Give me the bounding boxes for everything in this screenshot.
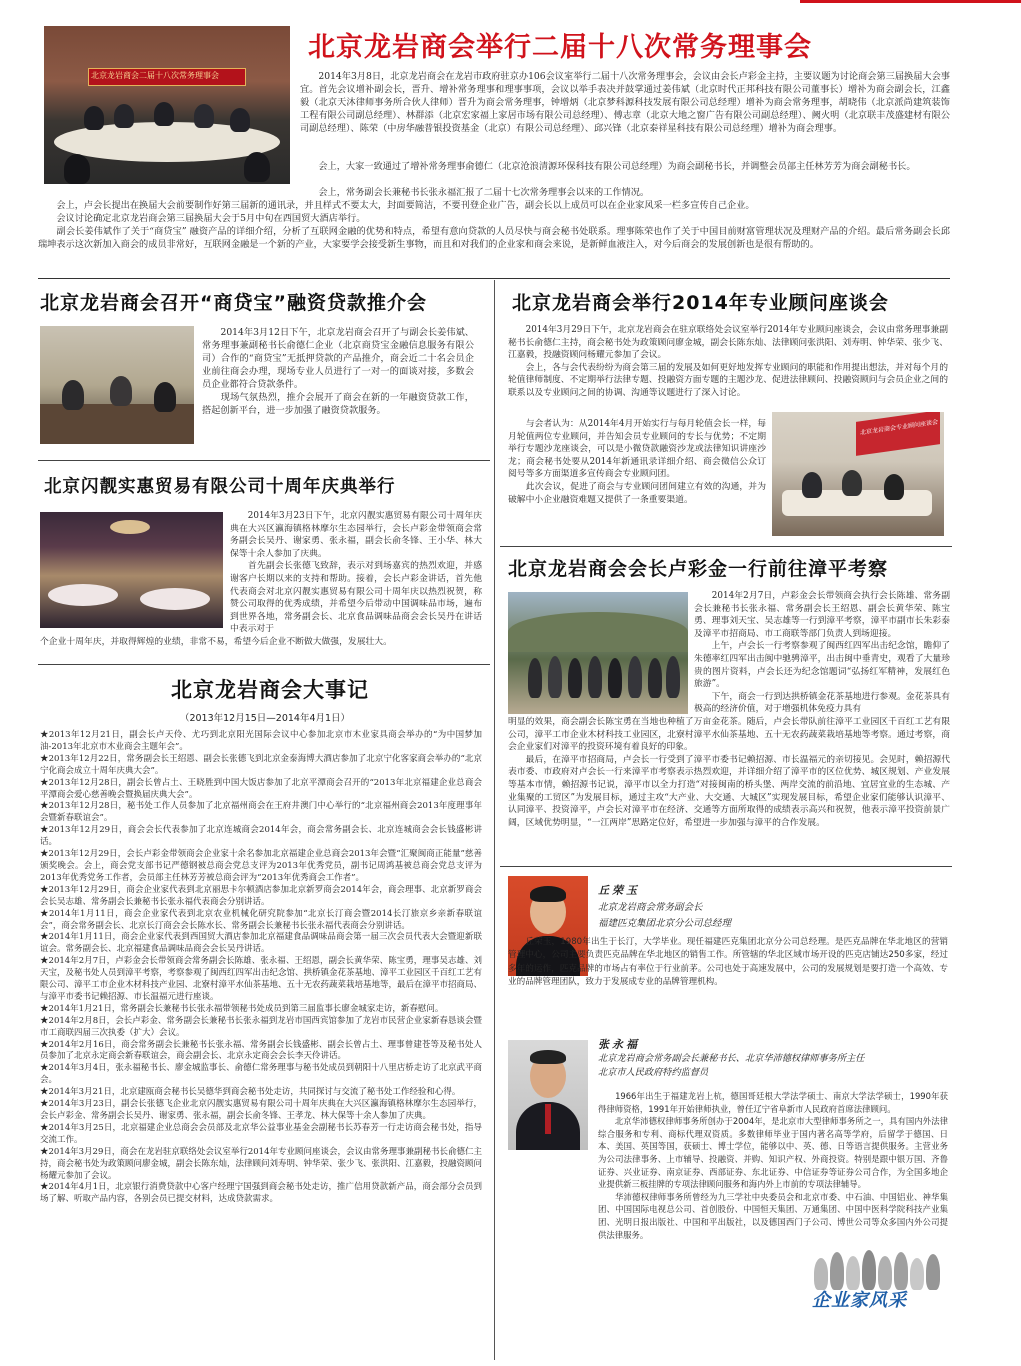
banquet-table — [48, 584, 118, 606]
banquet-table — [140, 588, 210, 610]
attendee — [154, 102, 174, 126]
attendee — [114, 104, 134, 128]
profile1-role1: 北京龙岩商会常务副会长 — [598, 902, 703, 913]
silhouette — [894, 1252, 908, 1290]
photo-sign-text: 北京龙岩商会专业顾问座谈会 — [860, 418, 939, 437]
article5-subtitle: （2013年12月15日—2014年4月1日） — [179, 713, 351, 724]
article2-title: 北京龙岩商会召开“商贷宝”融资贷款推介会 — [40, 292, 427, 314]
attendee — [110, 376, 132, 406]
silhouette — [926, 1254, 940, 1290]
attendee — [884, 474, 904, 500]
attendee — [802, 472, 822, 498]
consultant-meeting-photo — [772, 412, 944, 536]
hills — [508, 612, 688, 652]
profile1-name: 丘荣玉 — [598, 884, 640, 897]
attendee — [62, 380, 84, 410]
visitor — [568, 658, 582, 698]
meeting-photo — [44, 26, 290, 184]
anniversary-photo — [40, 512, 223, 628]
attendee — [84, 106, 104, 130]
profile2-body: 1966年出生于福建龙岩上杭，德国哥廷根大学法学硕士、南京大学法学硕士，1990年获得律师资格，1991年开始律师执业，曾任辽宁省阜新市人民政府首席法律顾问。 北京华沛德权律师事务所创办于2004年，是北京市大型律师事务所之一，具有国内外法律综合服务和专利、商标代理双资质。多数律师毕业于国内著名高等学府，后留学于德国、日本、美国、英国等国，获硕士、博士学位，能够以中、英、德、日等语言提供服务。主营业务为公司法律事务、上市辅导、投融资、并购、知识产权、外商投资。特别是跟中银万国、齐鲁证券、兴业证券、南京证券、西部证券、东北证券、中信证券等证券公司合作，为全国多地企业提供新三板挂牌的专项法律顾问服务和海内外上市前的专项法律辅导。 华沛德权律师事务所曾经为九三学社中央委员会和北京市委、中石油、中国铝业、神华集团、中国国际电视总公司、首创股份、中国恒天集团、万通集团、中国中医科学院科技产业集团、光明日报出版社、中国和平出版社，以及德国西门子公司、博世公司等众多国内外公司提供法律服务。 — [598, 1091, 948, 1240]
article6-body2: 明显的效果，商会副会长陈宝勇在当地也种植了万亩金花茶。随后，卢会长带队前往漳平工业园区千百红工艺有限公司，漳平工市企业木材科技工业园区，北寮村漳平水仙茶基地、五十无农药蔬菜栽培基地等考察。通过考察，商会企业家们对漳平的投资环境有着良好的印象。 最后，在漳平市招商局，卢会长一行受到了漳平市委书记赖招源、市长温福元的亲切接见。会见时，赖招源代表市委、市政府对卢会长一行来漳平市考察表示热烈欢迎，并详细介绍了漳平市的区位优势、城区规划、产业发展等基本市情，赖招源书记说，漳平市以全力打造“对接闽南的桥头堡、两岸交流的前沿地、宜居宜业的生态城、产业集聚的工贸区”为发展目标，通过主攻“大产业、大交通、大城区”实现发展目标，希望企业家们能够认识漳平、认同漳平、投资漳平，卢会长对漳平市在经济、交通等方面所取得的成绩表示高兴和祝贺，他表示漳平投资前景广阔，区域优势明显，“一江两岸”思路定位好，希望进一步加强与漳平的合作发展。 — [508, 717, 950, 828]
profile1-role2: 福建匹克集团北京分公司总经理 — [598, 918, 732, 929]
visitor — [628, 656, 642, 698]
photo-banner-text: 北京龙岩商会二届十八次常务理事会 — [91, 71, 219, 80]
article5-title: 北京龙岩商会大事记 — [171, 678, 369, 702]
profile1-body: 丘荣玉，1980年出生于长汀，大学毕业。现任福建匹克集团北京分公司总经理。是匹克品牌在华北地区的营销管理中心，公司主要负责匹克品牌在华北地区的销售工作。所管辖的华北区域市场开设的匹克店铺达250多家，经过多年的运作，匹克品牌的市场占有率位于行业前茅。公司也处于高速发展中，公司的发展规划是要打造一个高效、专业的品牌管理团队，致力于发展成专业的品牌管理机构。 — [508, 937, 948, 988]
visitor — [666, 656, 680, 698]
article4-body1: 2014年3月23日下午，北京闪靓实惠贸易有限公司十周年庆典在大兴区瀛海镇格林摩尔生态园举行，会长卢彩金带领商会常务副会长吴丹、谢家勇、张永福，副会长俞冬锋、王小华、林大保等十余人参加了庆典。 首先副会长张德飞致辞，表示对到场嘉宾的热烈欢迎，并感谢客户长期以来的支持和帮助。接着，会长卢彩金讲话，首先他代表商会对北京闪靓实惠贸易有限公司十周年庆以热烈祝贺，称赞公司取得的优秀成绩，并希望今后带动中国调味品市场，遍布到世界各地，常务副会长、北京食品调味品商会会长吴丹在讲话中表示对于 — [230, 511, 482, 635]
article6-title: 北京龙岩商会会长卢彩金一行前往漳平考察 — [508, 558, 889, 580]
divider — [38, 278, 950, 279]
loan-seminar-photo — [40, 326, 194, 444]
zhangping-visit-photo — [508, 592, 688, 714]
attendee — [842, 470, 862, 496]
profile2-portrait — [508, 1040, 588, 1150]
article1-para4: 会上，卢会长提出在换届大会前要制作好第三届新的通讯录，并且样式不要太大，封面要简洁，不要刊登企业广告，副会长以上成员可以在企业家风采一栏多宣传自己企业。 会议讨论确定北京龙岩商会第三届换届大会于5月中旬在西国贸大酒店举行。 副会长姜伟斌作了关于“商贷宝” 融资产品的详细介绍，分析了互联网金融的优势和特点，希望有意向贷款的人员尽快与商会秘书处联系。理事陈荣也作了关于中国目前财富管理状况及理财产品的介绍。最后常务副会长邱瑞坤表示这次新加入商会的成员非常好，互联网金融是一个新的产业，大家要学会接受新生事物，而且和对我们的企业家和商会来说，是新鲜血液注入，对今后商会的发展创新也是很有帮助的。 — [38, 200, 950, 250]
attendee — [194, 104, 214, 128]
column-divider — [494, 280, 495, 1360]
article6-body1: 2014年2月7日，卢彩金会长带领商会执行会长陈雄、常务副会长兼秘书长张永福、常务副会长王绍恩、副会长黄华荣、陈宝勇、理事刘天宝、吴志雄等一行到漳平考察，漳平市副市长朱彩泰及漳平市招商局、市工商联等部门负责人到场迎接。 上午，卢会长一行考察参观了闽西红四军出击纪念馆，瞻仰了朱德率红四军出击闽中驰骋漳平，出击闽中垂青史，观看了大量珍贵的图片资料，卢会长还为纪念馆题词“弘扬红军精神，发展红色旅游”。 下午，商会一行到达拱桥镇金花茶基地进行参观。金花茶具有极高的经济价值，对于增强机体免疫力具有 — [694, 591, 950, 715]
article3-body2: 与会者认为：从2014年4月开始实行与每月轮值会长一样，每月轮值两位专业顾问，并告知会员专业顾问的专长与优势；不定期举行专题沙龙座谈会，可以是小微贷款融资沙龙或法律知识讲座沙龙；商会秘书处要从2014年新通讯录详细介绍、商会微信公众订阅号等多方面渠道多宣传商会专业顾问团。 此次会议，促进了商会与专业顾问团间建立有效的沟通，并为破解中小企业融资难题又提供了一条重要渠道。 — [508, 419, 766, 505]
visitor — [588, 656, 602, 698]
portrait-hair — [530, 1050, 566, 1064]
silhouette — [846, 1256, 860, 1290]
divider — [500, 866, 952, 867]
top-red-rule — [800, 0, 1021, 3]
article3-body1: 2014年3月29日下午，北京龙岩商会在驻京联络处会议室举行2014年专业顾问座谈会，会议由常务理事兼副秘书长俞德仁主持，商会秘书处为政策顾问廖金城，副会长陈东灿、法律顾问张洪阳、刘寿明、钟华荣、张少飞、江嘉毅，投融资顾问杨耀元参加了会议。 会上，各与会代表纷纷为商会第三届的发展及如何更好地发挥专业顾问的职能和作用提出想法，并对每个月的轮值律师制度、不定期举行法律专题、投融资方面专题的主题沙龙、促进法律顾问、投融资顾问与会员企业之间的联系以及专业顾问之间的协调、沟通等议题进行了深入讨论。 — [508, 325, 948, 398]
attendee — [64, 154, 90, 184]
visitor — [548, 656, 562, 698]
profile2-name: 张永福 — [598, 1038, 640, 1051]
visitor — [608, 658, 622, 698]
portrait-hair — [530, 886, 566, 902]
attendee — [154, 382, 176, 412]
silhouette — [862, 1250, 876, 1290]
chandelier — [110, 520, 150, 534]
article4-title: 北京闪靓实惠贸易有限公司十周年庆典举行 — [44, 477, 396, 497]
divider — [500, 546, 952, 547]
crowd-silhouette-graphic — [810, 1240, 950, 1290]
attendee — [244, 152, 270, 182]
divider — [38, 664, 490, 665]
silhouette — [878, 1256, 892, 1290]
article1-para3: 会上，常务副会长兼秘书长张永福汇报了二届十七次常务理事会以来的工作情况。 — [300, 187, 650, 198]
article4-body2: 个企业十周年庆，并取得辉煌的业绩，非常不易，希望今后企业不断做大做强，发展壮大。 — [40, 637, 392, 647]
profile2-roles: 北京龙岩商会常务副会长兼秘书长、北京华沛德权律师事务所主任 北京市人民政府特约监督员 — [598, 1053, 865, 1078]
attendee — [230, 108, 250, 132]
article1-para2: 会上，大家一致通过了增补常务理事俞德仁（北京沧浪清源环保科技有限公司总经理）为商会副秘书长，并调整会员部主任林芳芳为商会副秘书长。 — [300, 161, 916, 172]
silhouette — [830, 1252, 844, 1290]
article1-title: 北京龙岩商会举行二届十八次常务理事会 — [308, 32, 812, 63]
article5-body: ★2013年12月21日，副会长卢天伶、尤巧到北京阳光国际会议中心参加北京市木业家具商会举办的“为中国梦加油-2013年北京市木业商会主题年会”。 ★2013年12月22日，常务副会长王绍恩、副会长张德飞到北京金泰海博大酒店参加了北京宁化客家商会举办的“北京宁化商会成立十周年庆典大会”。 ★2013年12月28日，副会长曾占土、王晓胜到中国大饭店参加了北京平潭商会召开的“2013年北京福建企业总商会平潭商会爱心慈善晚会暨换届庆典大会”。 ★2013年12月28日，秘书处工作人员参加了北京福州商会在王府井澳门中心举行的“北京福州商会2013年度理事年会暨新春联谊会”。 ★2013年12月29日，商会会长代表参加了北京连城商会2014年会，商会常务副会长、北京连城商会会长钱盛彬讲话。 ★2013年12月29日，会长卢彩金带领商会企业家十余名参加北京福建企业总商会2013年会暨“汇聚闽商正能量”慈善颁奖晚会。会上，商会党支部书记严德钢被总商会党总支评为2013年优秀党员，副书记周鸿基被总商会党总支评为2013年优秀党务工作者，会员部主任林芳芳被总商会评为“2013年优秀商会工作者”。 ★2013年12月29日，商会企业家代表到北京丽思卡尔顿酒店参加北京新罗商会2014年会，商会理事、北京新罗商会会长吴志雄、常务副会长兼秘书长张永福代表商会分别讲话。 ★2014年1月11日，商会企业家代表到北京农业机械化研究院参加“北京长汀商会暨2014长汀旅京乡亲新春联谊会”，商会常务副会长、北京长汀商会会长陈水长、常务副会长兼秘书长张永福代表商会分别讲话。 ★2014年1月11日，商会企业家代表到西国贸大酒店参加北京福建食品调味品商会第一届三次会员代表大会暨迎新联谊会。常务副会长、北京福建食品调味品商会会长吴丹讲话。 ★2014年2月7日，卢彩金会长带领商会常务副会长陈雄、张永福、王绍恩，副会长黄华荣、陈宝勇，理事吴志雄、刘天宝，及秘书处人员到漳平考察，考察参观了闽西红四军出击纪念馆、拱桥镇金花茶基地、漳平工业园区千百红工艺有限公司、漳平工市企业木材科技产业园、北寮村漳平水仙茶基地、五十无农药蔬菜栽培基地等，最后在漳平市招商局、与漳平市委书记赖招源、市长温福元进行座谈。 ★2014年1月21日，常务副会长兼秘书长张永福带领秘书处成员到第三届监事长廖金城家走访，新春慰问。 ★2014年2月8日，会长卢彩金、常务副会长兼秘书长张永福到龙岩市国西宾馆参加了龙岩市民营企业家新春恳谈会暨市工商联四届三次执委（扩大）会议。 ★2014年2月16日，商会常务副会长兼秘书长张永福、常务副会长钱盛彬、副会长曾占土、理事曾建苍等及秘书处人员参加了北京永定商会新春联谊会，商会副会长、北京永定商会会长李天伶讲话。 ★2014年3月4日，张永福秘书长、廖金城监事长、俞德仁常务理事与秘书处成员到朝阳十八里店桥走访了北京武平商会。 ★2014年3月21日，北京建瓯商会秘书长吴德华到商会秘书处走访，共同探讨与交流了秘书处工作经验和心得。 ★2014年3月23日，副会长张德飞企业北京闪靓实惠贸易有限公司十周年庆典在大兴区瀛海镇格林摩尔生态园举行，会长卢彩金、常务副会长吴丹、谢家勇、张永福，副会长俞冬锋、王孝龙、林大保等十余人参加了庆典。 ★2014年3月25日，北京福建企业总商会会员部及北京华公益事业基金会副秘书长苏春芳一行走访商会秘书处，指导交流工作。 ★2014年3月29日，商会在龙岩驻京联络处会议室举行2014年专业顾问座谈会，会议由常务理事兼副秘书长俞德仁主持，商会秘书处为政策顾问廖金城，副会长陈东灿，法律顾问刘寿明、钟华荣、张少飞、张洪阳、江嘉毅，投融资顾问杨耀元参加了会议。 ★2014年4月1日，北京银行消费贷款中心客户经理宁国强到商会秘书处走访，推广信用贷款新产品，商会部分会员到场了解、听取产品内容，各别会员已提交材料，达成贷款需求。 — [40, 730, 483, 1205]
visitor — [528, 658, 542, 698]
visitor — [648, 658, 662, 698]
divider — [38, 460, 490, 461]
article1-para1: 2014年3月8日，北京龙岩商会在龙岩市政府驻京办106会议室举行二届十八次常务理事会，会议由会长卢彩金主持，主要议题为讨论商会第三届换届大会事宜。首先会议增补副会长，晋升、增补常务理事和理事事项，会议以举手表决并鼓掌通过姜伟斌（北京时代正邦科技有限公司董事长）增补为商会副会长，江鑫毅（北京天沐律师事务所合伙人律师）晋升为商会常务理事，钟增炳（北京梦科源科技发展有限公司总经理）增补为商会常务理事，胡晓伟（北京派尚建筑装饰工程有限公司副总经理）、林群添（北京宏家福上家居市场有限公司总经理）、傅志章（北京大地之窗广告有限公司副总经理）、阙火明（北京联丰茂盛建材有限公司副总经理）、陈荣（中房华融普银投资基金（北京）有限公司总经理）、邱兴锋（北京泰祥星科技有限公司总经理）增补为商会理事。 — [300, 71, 950, 134]
article2-body: 2014年3月12日下午，北京龙岩商会召开了与副会长姜伟斌、常务理事兼副秘书长俞德仁企业（北京商贷宝金融信息服务有限公司）合作的“商贷宝”无抵押贷款的产品推介，商会近二十名会员企业前往商会办理，现场专业人员进行了一对一的面谈对接，多数会员企业都符合贷款条件。 现场气氛热烈，推介会展开了商会在新的一年融资贷款工作，搭起创新平台，进一步加强了融资贷款服务。 — [202, 327, 474, 416]
article3-title: 北京龙岩商会举行2014年专业顾问座谈会 — [512, 292, 889, 314]
portrait-tie — [545, 1104, 551, 1134]
logo-text: 企业家风采 — [812, 1290, 907, 1311]
